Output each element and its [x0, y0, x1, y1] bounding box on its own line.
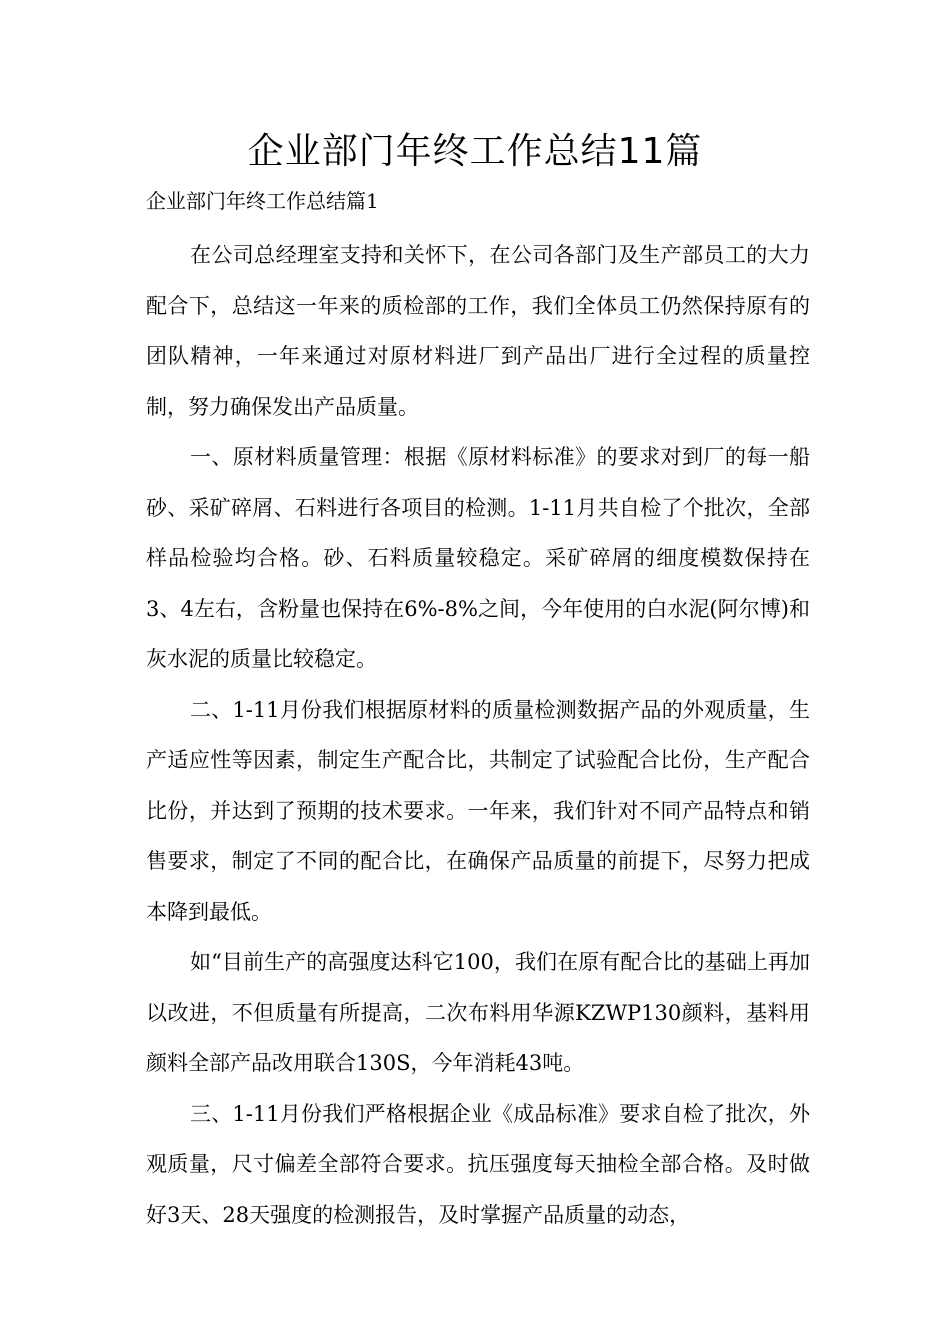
document-body — [146, 230, 810, 1240]
paragraph-mix-ratio: 二、1-11月份我们根据原材料的质量检测数据产品的外观质量，生产适应性等因素，制定生产配合比，共制定了试验配合比份，生产配合比份，并达到了预期的技术要求。一年来，我们针对不同产品特点和销售要求，制定了不同的配合比，在确保产品质量的前提下，尽努力把成本降到最低。 — [146, 697, 810, 924]
paragraph-example: 如“目前生产的高强度达科它100，我们在原有配合比的基础上再加以改进，不但质量有所提高，二次布料用华源KZWP130颜料，基料用颜料全部产品改用联合130S，今年消耗43吨。 — [146, 950, 810, 1075]
paragraph-raw-materials: 一、原材料质量管理：根据《原材料标准》的要求对到厂的每一船砂、采矿碎屑、石料进行各项目的检测。1-11月共自检了个批次，全部样品检验均合格。砂、石料质量较稳定。采矿碎屑的细度模数保持在3、4左右，含粉量也保持在6%-8%之间，今年使用的白水泥(阿尔博)和灰水泥的质量比较稳定。 — [146, 445, 810, 671]
paragraph-intro: 在公司总经理室支持和关怀下，在公司各部门及生产部员工的大力配合下，总结这一年来的质检部的工作，我们全体员工仍然保持原有的团队精神，一年来通过对原材料进厂到产品出厂进行全过程的质量控制，努力确保发出产品质量。 — [146, 243, 810, 419]
section-heading: 企业部门年终工作总结篇1 — [146, 189, 379, 213]
paragraph-finished-products: 三、1-11月份我们严格根据企业《成品标准》要求自检了批次，外观质量，尺寸偏差全部符合要求。抗压强度每天抽检全部合格。及时做好3天、28天强度的检测报告，及时掌握产品质量的动态， — [146, 1101, 810, 1227]
document-title: 企业部门年终工作总结11篇 — [247, 131, 703, 172]
